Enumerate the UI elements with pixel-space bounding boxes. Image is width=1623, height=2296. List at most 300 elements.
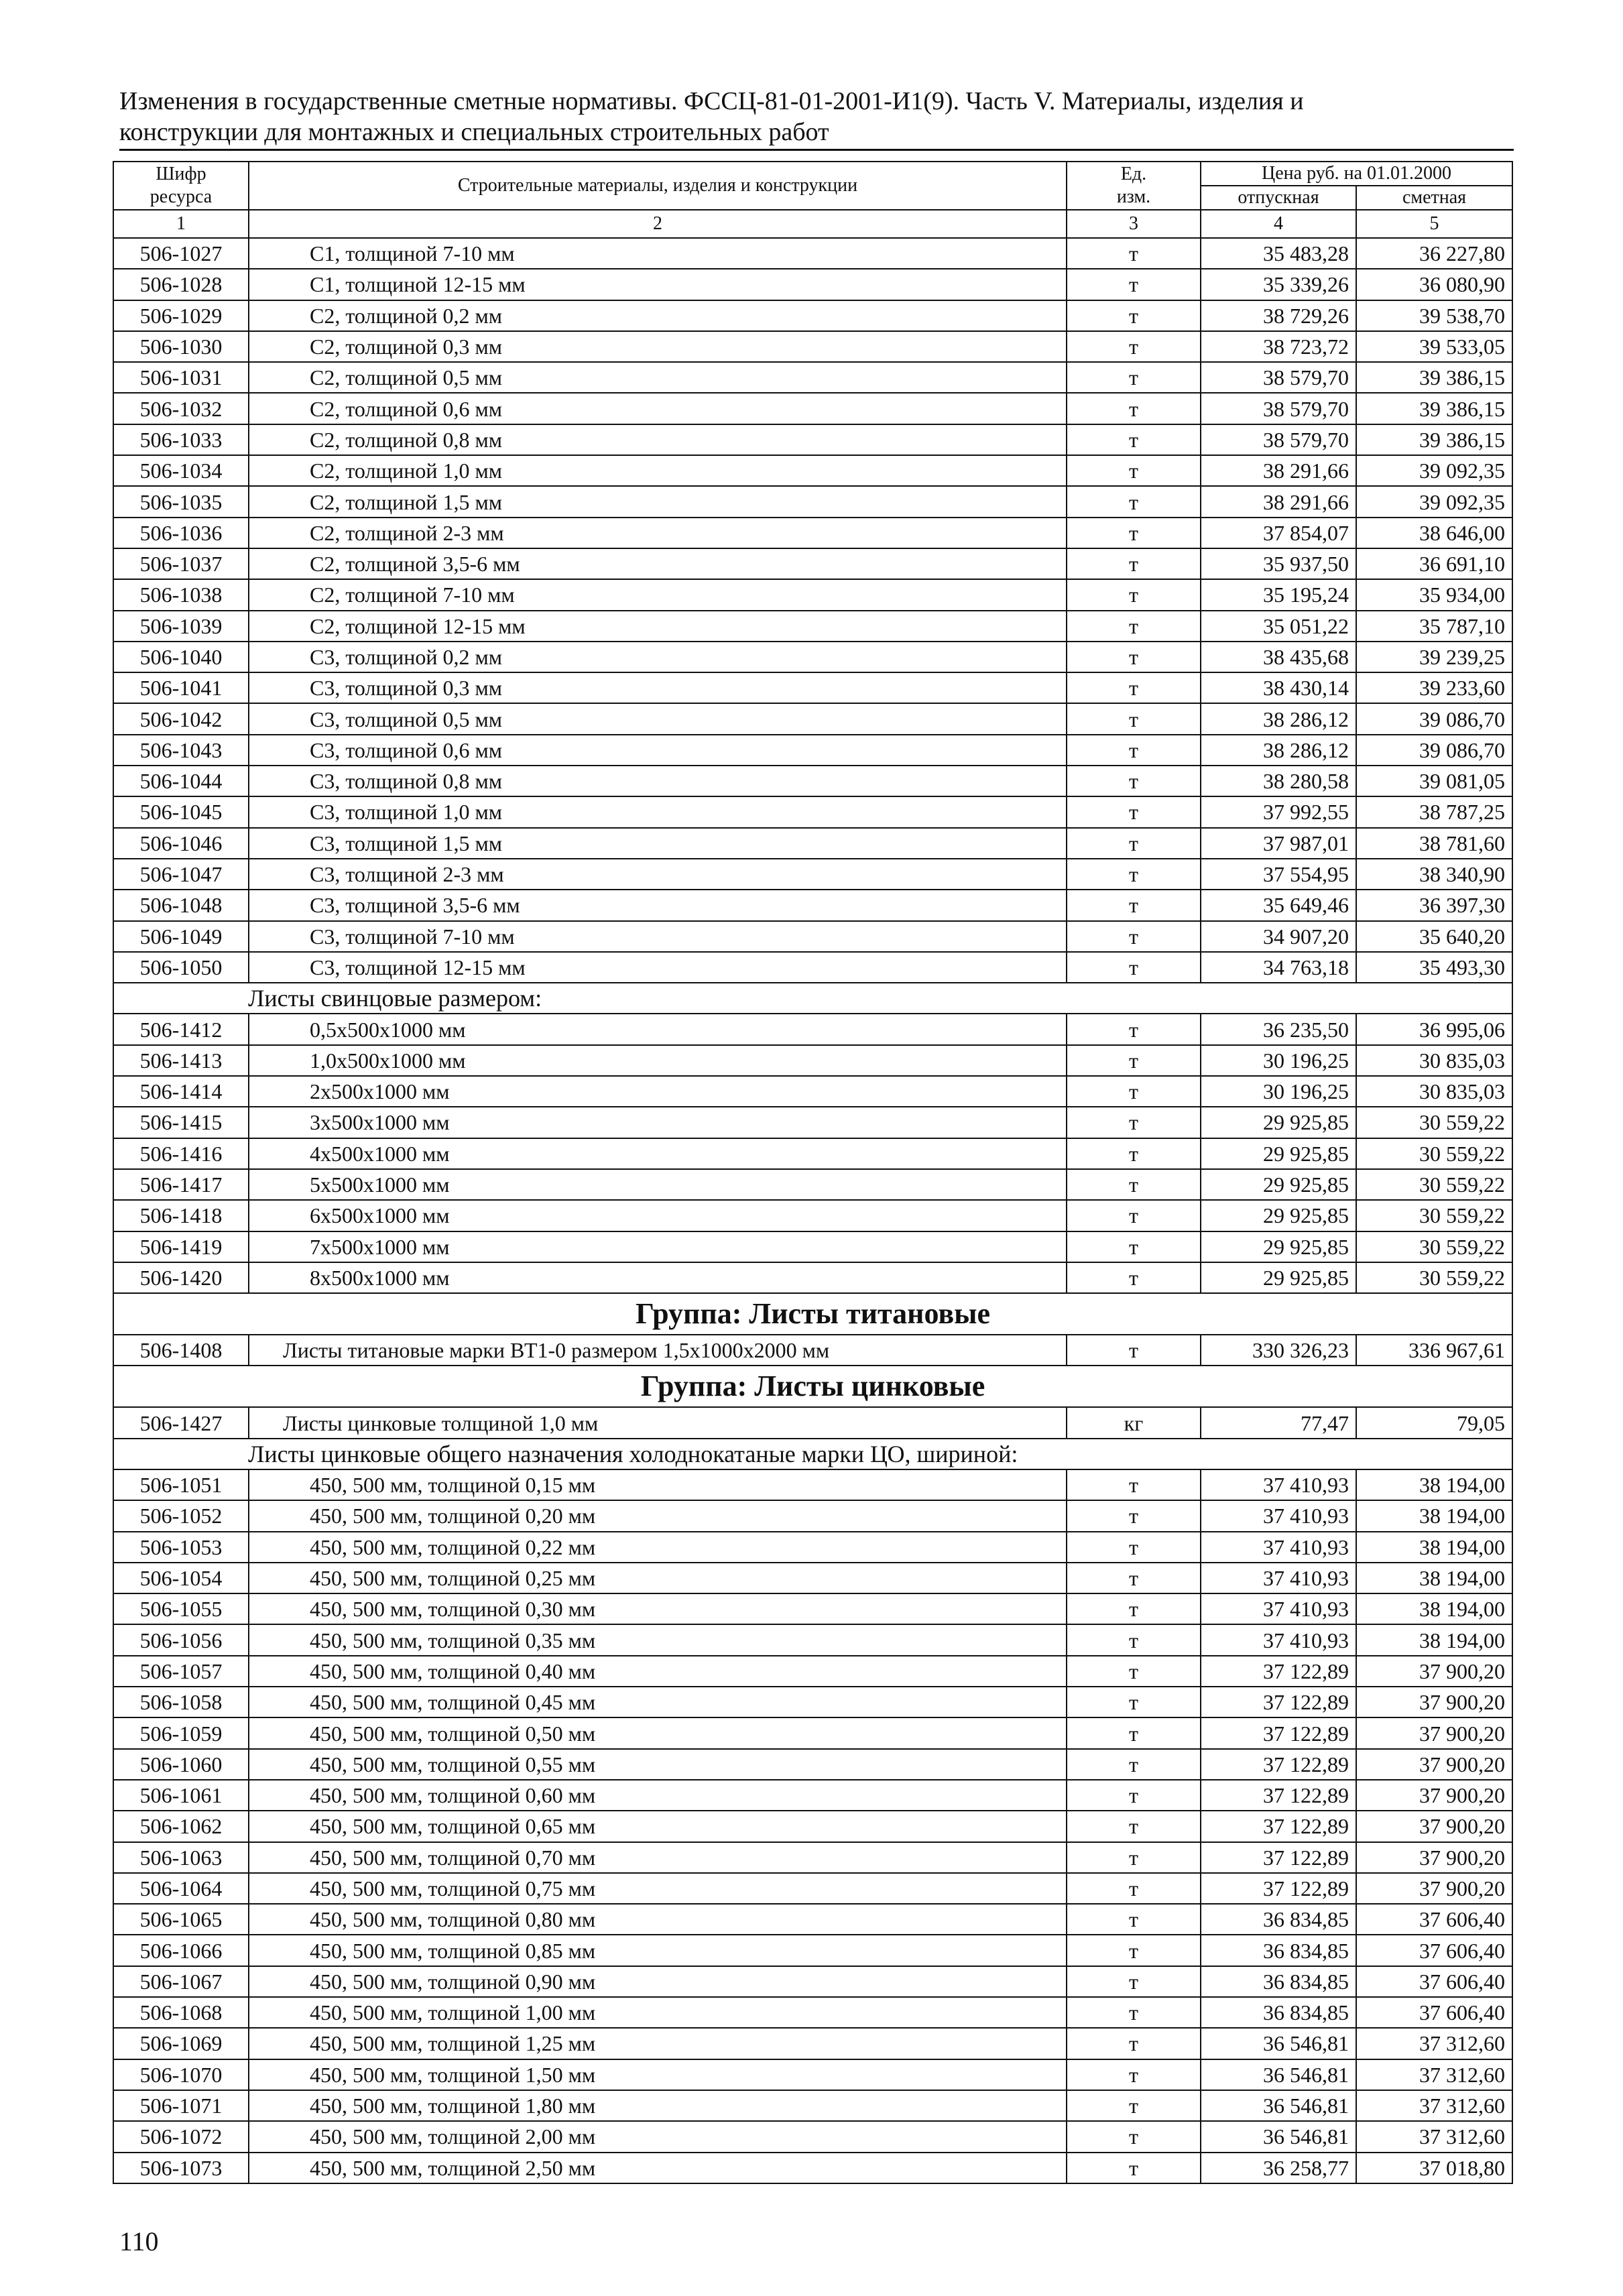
col-code-header: Шифр ресурса xyxy=(113,162,249,210)
price-sale: 37 122,89 xyxy=(1201,1749,1356,1780)
subheading-row xyxy=(113,1439,1512,1469)
price-sale: 38 729,26 xyxy=(1201,300,1356,331)
table-header xyxy=(113,162,1512,238)
price-sale: 30 196,25 xyxy=(1201,1076,1356,1107)
col-name-header: Строительные материалы, изделия и конструкции xyxy=(249,162,1067,210)
price-estimate: 37 018,80 xyxy=(1356,2153,1512,2183)
resource-code: 506-1415 xyxy=(113,1107,249,1138)
material-name: 0,5х500х1000 мм xyxy=(249,1014,1067,1044)
price-sale: 330 326,23 xyxy=(1201,1335,1356,1366)
price-sale: 38 723,72 xyxy=(1201,331,1356,362)
price-sale: 30 196,25 xyxy=(1201,1045,1356,1076)
material-name: 450, 500 мм, толщиной 0,85 мм xyxy=(249,1935,1067,1966)
material-name: С2, толщиной 0,3 мм xyxy=(249,331,1067,362)
material-name: С2, толщиной 2-3 мм xyxy=(249,518,1067,548)
unit-of-measure: т xyxy=(1067,269,1201,300)
unit-of-measure: т xyxy=(1067,1656,1201,1687)
price-sale: 37 992,55 xyxy=(1201,796,1356,827)
price-estimate: 36 227,80 xyxy=(1356,238,1512,269)
price-estimate: 79,05 xyxy=(1356,1407,1512,1438)
table-row xyxy=(113,362,1512,393)
resource-code: 506-1058 xyxy=(113,1687,249,1717)
resource-code: 506-1032 xyxy=(113,393,249,424)
material-name: С1, толщиной 7-10 мм xyxy=(249,238,1067,269)
price-sale: 36 546,81 xyxy=(1201,2121,1356,2152)
subheading: Листы свинцовые размером: xyxy=(113,983,1512,1014)
price-sale: 36 546,81 xyxy=(1201,2059,1356,2090)
price-estimate: 37 900,20 xyxy=(1356,1749,1512,1780)
price-estimate: 37 312,60 xyxy=(1356,2090,1512,2121)
resource-code: 506-1049 xyxy=(113,921,249,952)
price-estimate: 39 386,15 xyxy=(1356,362,1512,393)
unit-of-measure: т xyxy=(1067,735,1201,766)
price-estimate: 38 194,00 xyxy=(1356,1624,1512,1655)
col-number: 2 xyxy=(249,210,1067,238)
col-number: 1 xyxy=(113,210,249,238)
price-estimate: 37 606,40 xyxy=(1356,1935,1512,1966)
price-estimate: 39 533,05 xyxy=(1356,331,1512,362)
unit-of-measure: т xyxy=(1067,1532,1201,1563)
group-heading-row xyxy=(113,1366,1512,1407)
price-sale: 29 925,85 xyxy=(1201,1200,1356,1231)
table-row xyxy=(113,1656,1512,1687)
unit-of-measure: т xyxy=(1067,642,1201,672)
table-row xyxy=(113,1749,1512,1780)
price-estimate: 38 194,00 xyxy=(1356,1563,1512,1593)
resource-code: 506-1062 xyxy=(113,1811,249,1841)
price-estimate: 336 967,61 xyxy=(1356,1335,1512,1366)
unit-of-measure: т xyxy=(1067,393,1201,424)
price-estimate: 36 691,10 xyxy=(1356,548,1512,579)
table-row xyxy=(113,1780,1512,1811)
price-sale: 34 907,20 xyxy=(1201,921,1356,952)
unit-of-measure: т xyxy=(1067,2090,1201,2121)
unit-of-measure: т xyxy=(1067,1200,1201,1231)
material-name: 450, 500 мм, толщиной 0,30 мм xyxy=(249,1593,1067,1624)
table-row xyxy=(113,735,1512,766)
unit-of-measure: т xyxy=(1067,1717,1201,1748)
table-row xyxy=(113,859,1512,890)
table-row xyxy=(113,518,1512,548)
price-estimate: 30 559,22 xyxy=(1356,1107,1512,1138)
table-row xyxy=(113,2090,1512,2121)
material-name: С3, толщиной 12-15 мм xyxy=(249,952,1067,983)
resource-code: 506-1030 xyxy=(113,331,249,362)
resource-code: 506-1028 xyxy=(113,269,249,300)
table-row xyxy=(113,548,1512,579)
price-sale: 38 291,66 xyxy=(1201,486,1356,517)
unit-of-measure: т xyxy=(1067,238,1201,269)
resource-code: 506-1042 xyxy=(113,703,249,734)
unit-of-measure: т xyxy=(1067,2153,1201,2183)
resource-code: 506-1034 xyxy=(113,455,249,486)
resource-code: 506-1066 xyxy=(113,1935,249,1966)
table-row xyxy=(113,1842,1512,1873)
resource-code: 506-1059 xyxy=(113,1717,249,1748)
table-row xyxy=(113,890,1512,920)
unit-of-measure: т xyxy=(1067,890,1201,920)
header-rule xyxy=(119,149,1514,151)
price-estimate: 38 781,60 xyxy=(1356,828,1512,859)
material-name: 450, 500 мм, толщиной 0,40 мм xyxy=(249,1656,1067,1687)
table-row xyxy=(113,455,1512,486)
unit-of-measure: т xyxy=(1067,1687,1201,1717)
table-row xyxy=(113,269,1512,300)
material-name: Листы цинковые толщиной 1,0 мм xyxy=(249,1407,1067,1438)
resource-code: 506-1052 xyxy=(113,1500,249,1531)
unit-of-measure: т xyxy=(1067,1262,1201,1293)
price-sale: 37 410,93 xyxy=(1201,1469,1356,1500)
unit-of-measure: т xyxy=(1067,1873,1201,1904)
unit-of-measure: т xyxy=(1067,1138,1201,1169)
material-name: 1,0х500х1000 мм xyxy=(249,1045,1067,1076)
price-estimate: 35 934,00 xyxy=(1356,579,1512,610)
material-name: Листы титановые марки ВТ1-0 размером 1,5х1000х2000 мм xyxy=(249,1335,1067,1366)
material-name: 2х500х1000 мм xyxy=(249,1076,1067,1107)
price-estimate: 37 900,20 xyxy=(1356,1780,1512,1811)
price-sale: 37 410,93 xyxy=(1201,1593,1356,1624)
resource-code: 506-1064 xyxy=(113,1873,249,1904)
price-estimate: 39 092,35 xyxy=(1356,455,1512,486)
material-name: 450, 500 мм, толщиной 1,80 мм xyxy=(249,2090,1067,2121)
unit-of-measure: т xyxy=(1067,1014,1201,1044)
resource-code: 506-1055 xyxy=(113,1593,249,1624)
resource-code: 506-1041 xyxy=(113,672,249,703)
price-sale: 35 937,50 xyxy=(1201,548,1356,579)
resource-code: 506-1031 xyxy=(113,362,249,393)
unit-of-measure: т xyxy=(1067,424,1201,455)
price-estimate: 30 559,22 xyxy=(1356,1169,1512,1200)
price-estimate: 36 080,90 xyxy=(1356,269,1512,300)
material-name: С3, толщиной 0,3 мм xyxy=(249,672,1067,703)
price-sale: 29 925,85 xyxy=(1201,1138,1356,1169)
price-estimate: 37 900,20 xyxy=(1356,1656,1512,1687)
material-name: 8х500х1000 мм xyxy=(249,1262,1067,1293)
price-estimate: 35 787,10 xyxy=(1356,611,1512,642)
price-sale: 37 410,93 xyxy=(1201,1563,1356,1593)
price-estimate: 39 086,70 xyxy=(1356,703,1512,734)
column-numbers-row xyxy=(113,210,1512,238)
material-name: С2, толщиной 0,6 мм xyxy=(249,393,1067,424)
price-sale: 36 834,85 xyxy=(1201,1966,1356,1997)
price-estimate: 38 646,00 xyxy=(1356,518,1512,548)
resource-code: 506-1039 xyxy=(113,611,249,642)
resource-code: 506-1417 xyxy=(113,1169,249,1200)
material-name: С3, толщиной 1,0 мм xyxy=(249,796,1067,827)
price-estimate: 37 606,40 xyxy=(1356,1904,1512,1935)
col-price-header: Цена руб. на 01.01.2000 xyxy=(1201,162,1512,186)
resource-code: 506-1073 xyxy=(113,2153,249,2183)
material-name: С2, толщиной 7-10 мм xyxy=(249,579,1067,610)
table-row xyxy=(113,1563,1512,1593)
resource-code: 506-1068 xyxy=(113,1997,249,2028)
table-row xyxy=(113,2028,1512,2059)
resource-code: 506-1029 xyxy=(113,300,249,331)
resource-code: 506-1057 xyxy=(113,1656,249,1687)
price-sale: 37 122,89 xyxy=(1201,1717,1356,1748)
material-name: 450, 500 мм, толщиной 0,50 мм xyxy=(249,1717,1067,1748)
col-number: 5 xyxy=(1356,210,1512,238)
material-name: С1, толщиной 12-15 мм xyxy=(249,269,1067,300)
price-sale: 34 763,18 xyxy=(1201,952,1356,983)
table-row xyxy=(113,1687,1512,1717)
price-estimate: 39 086,70 xyxy=(1356,735,1512,766)
table-row xyxy=(113,1200,1512,1231)
price-sale: 35 483,28 xyxy=(1201,238,1356,269)
header-line-1: Изменения в государственные сметные нормативы. ФССЦ-81-01-2001-И1(9). Часть V. Материалы, изделия и xyxy=(119,87,1304,115)
price-sale: 29 925,85 xyxy=(1201,1169,1356,1200)
resource-code: 506-1053 xyxy=(113,1532,249,1563)
resource-code: 506-1048 xyxy=(113,890,249,920)
price-sale: 38 435,68 xyxy=(1201,642,1356,672)
table-row xyxy=(113,921,1512,952)
material-name: С3, толщиной 7-10 мм xyxy=(249,921,1067,952)
table-row xyxy=(113,1014,1512,1044)
resource-code: 506-1046 xyxy=(113,828,249,859)
unit-of-measure: т xyxy=(1067,611,1201,642)
price-sale: 38 579,70 xyxy=(1201,424,1356,455)
table-row xyxy=(113,1262,1512,1293)
material-name: 450, 500 мм, толщиной 0,15 мм xyxy=(249,1469,1067,1500)
price-sale: 37 122,89 xyxy=(1201,1842,1356,1873)
resource-code: 506-1037 xyxy=(113,548,249,579)
price-sale: 37 410,93 xyxy=(1201,1532,1356,1563)
unit-of-measure: т xyxy=(1067,1500,1201,1531)
table-row xyxy=(113,1904,1512,1935)
price-sale: 36 834,85 xyxy=(1201,1997,1356,2028)
col-number: 3 xyxy=(1067,210,1201,238)
table-row xyxy=(113,703,1512,734)
material-name: 450, 500 мм, толщиной 1,50 мм xyxy=(249,2059,1067,2090)
price-sale: 37 410,93 xyxy=(1201,1624,1356,1655)
table-row xyxy=(113,1500,1512,1531)
price-sale: 29 925,85 xyxy=(1201,1262,1356,1293)
resource-code: 506-1416 xyxy=(113,1138,249,1169)
table-row xyxy=(113,300,1512,331)
table-row xyxy=(113,1407,1512,1438)
unit-of-measure: т xyxy=(1067,548,1201,579)
material-name: 450, 500 мм, толщиной 0,65 мм xyxy=(249,1811,1067,1841)
price-sale: 38 286,12 xyxy=(1201,735,1356,766)
price-estimate: 37 900,20 xyxy=(1356,1842,1512,1873)
resource-code: 506-1050 xyxy=(113,952,249,983)
price-sale: 38 280,58 xyxy=(1201,766,1356,796)
resource-code: 506-1044 xyxy=(113,766,249,796)
price-estimate: 37 312,60 xyxy=(1356,2028,1512,2059)
resource-code: 506-1408 xyxy=(113,1335,249,1366)
unit-of-measure: т xyxy=(1067,796,1201,827)
price-estimate: 30 559,22 xyxy=(1356,1262,1512,1293)
price-estimate: 35 493,30 xyxy=(1356,952,1512,983)
price-sale: 36 834,85 xyxy=(1201,1904,1356,1935)
material-name: 450, 500 мм, толщиной 0,22 мм xyxy=(249,1532,1067,1563)
unit-of-measure: т xyxy=(1067,1624,1201,1655)
unit-of-measure: т xyxy=(1067,1842,1201,1873)
resource-code: 506-1035 xyxy=(113,486,249,517)
resource-code: 506-1065 xyxy=(113,1904,249,1935)
material-name: С2, толщиной 3,5-6 мм xyxy=(249,548,1067,579)
price-sale: 37 554,95 xyxy=(1201,859,1356,890)
price-sale: 38 286,12 xyxy=(1201,703,1356,734)
unit-of-measure: т xyxy=(1067,1593,1201,1624)
unit-of-measure: т xyxy=(1067,1749,1201,1780)
unit-of-measure: т xyxy=(1067,952,1201,983)
table-row xyxy=(113,1469,1512,1500)
price-estimate: 39 386,15 xyxy=(1356,424,1512,455)
price-estimate: 37 606,40 xyxy=(1356,1997,1512,2028)
price-estimate: 30 559,22 xyxy=(1356,1138,1512,1169)
price-estimate: 37 606,40 xyxy=(1356,1966,1512,1997)
table-row xyxy=(113,1997,1512,2028)
table-row xyxy=(113,1107,1512,1138)
price-sale: 35 195,24 xyxy=(1201,579,1356,610)
resource-code: 506-1070 xyxy=(113,2059,249,2090)
material-name: С2, толщиной 0,8 мм xyxy=(249,424,1067,455)
price-sale: 36 834,85 xyxy=(1201,1935,1356,1966)
document-header xyxy=(119,86,1514,147)
unit-of-measure: т xyxy=(1067,672,1201,703)
material-name: 450, 500 мм, толщиной 0,90 мм xyxy=(249,1966,1067,1997)
table-row xyxy=(113,796,1512,827)
resource-code: 506-1051 xyxy=(113,1469,249,1500)
material-name: С3, толщиной 1,5 мм xyxy=(249,828,1067,859)
resource-code: 506-1040 xyxy=(113,642,249,672)
group-heading: Группа: Листы цинковые xyxy=(113,1366,1512,1407)
unit-of-measure: кг xyxy=(1067,1407,1201,1438)
resource-code: 506-1060 xyxy=(113,1749,249,1780)
table-row xyxy=(113,1624,1512,1655)
table-row xyxy=(113,1076,1512,1107)
material-name: 4х500х1000 мм xyxy=(249,1138,1067,1169)
table-row xyxy=(113,1231,1512,1262)
unit-of-measure: т xyxy=(1067,1563,1201,1593)
material-name: 3х500х1000 мм xyxy=(249,1107,1067,1138)
table-row xyxy=(113,579,1512,610)
price-estimate: 38 340,90 xyxy=(1356,859,1512,890)
table-row xyxy=(113,1966,1512,1997)
resource-code: 506-1071 xyxy=(113,2090,249,2121)
resource-code: 506-1412 xyxy=(113,1014,249,1044)
material-name: 450, 500 мм, толщиной 0,80 мм xyxy=(249,1904,1067,1935)
table-row xyxy=(113,1045,1512,1076)
table-row xyxy=(113,1532,1512,1563)
price-estimate: 36 995,06 xyxy=(1356,1014,1512,1044)
price-sale: 36 546,81 xyxy=(1201,2090,1356,2121)
material-name: 5х500х1000 мм xyxy=(249,1169,1067,1200)
price-sale: 37 122,89 xyxy=(1201,1687,1356,1717)
resource-code: 506-1036 xyxy=(113,518,249,548)
table-row xyxy=(113,2153,1512,2183)
resource-code: 506-1414 xyxy=(113,1076,249,1107)
price-estimate: 39 081,05 xyxy=(1356,766,1512,796)
material-name: 450, 500 мм, толщиной 0,75 мм xyxy=(249,1873,1067,1904)
price-estimate: 30 835,03 xyxy=(1356,1045,1512,1076)
table-row xyxy=(113,1717,1512,1748)
material-name: 7х500х1000 мм xyxy=(249,1231,1067,1262)
price-estimate: 37 312,60 xyxy=(1356,2121,1512,2152)
material-name: С3, толщиной 2-3 мм xyxy=(249,859,1067,890)
price-sale: 36 235,50 xyxy=(1201,1014,1356,1044)
price-estimate: 30 559,22 xyxy=(1356,1200,1512,1231)
unit-of-measure: т xyxy=(1067,859,1201,890)
col-price-sale-header: отпускная xyxy=(1201,186,1356,210)
price-sale: 36 546,81 xyxy=(1201,2028,1356,2059)
header-line-2: конструкции для монтажных и специальных строительных работ xyxy=(119,118,829,146)
unit-of-measure: т xyxy=(1067,1935,1201,1966)
resource-code: 506-1419 xyxy=(113,1231,249,1262)
price-estimate: 39 092,35 xyxy=(1356,486,1512,517)
unit-of-measure: т xyxy=(1067,1966,1201,1997)
unit-of-measure: т xyxy=(1067,1780,1201,1811)
unit-of-measure: т xyxy=(1067,486,1201,517)
resource-code: 506-1056 xyxy=(113,1624,249,1655)
price-estimate: 39 233,60 xyxy=(1356,672,1512,703)
unit-of-measure: т xyxy=(1067,579,1201,610)
col-unit-header: Ед. изм. xyxy=(1067,162,1201,210)
resource-code: 506-1418 xyxy=(113,1200,249,1231)
table-row xyxy=(113,424,1512,455)
subheading-row xyxy=(113,983,1512,1014)
unit-of-measure: т xyxy=(1067,362,1201,393)
unit-of-measure: т xyxy=(1067,766,1201,796)
unit-of-measure: т xyxy=(1067,1904,1201,1935)
price-sale: 29 925,85 xyxy=(1201,1107,1356,1138)
price-sale: 38 579,70 xyxy=(1201,362,1356,393)
price-sale: 37 987,01 xyxy=(1201,828,1356,859)
unit-of-measure: т xyxy=(1067,1997,1201,2028)
resource-code: 506-1427 xyxy=(113,1407,249,1438)
material-name: С2, толщиной 0,5 мм xyxy=(249,362,1067,393)
subheading: Листы цинковые общего назначения холоднокатаные марки ЦО, шириной: xyxy=(113,1439,1512,1469)
material-name: С3, толщиной 0,6 мм xyxy=(249,735,1067,766)
table-row xyxy=(113,331,1512,362)
unit-of-measure: т xyxy=(1067,1335,1201,1366)
resource-code: 506-1054 xyxy=(113,1563,249,1593)
material-name: С3, толщиной 3,5-6 мм xyxy=(249,890,1067,920)
table-row xyxy=(113,611,1512,642)
price-estimate: 38 787,25 xyxy=(1356,796,1512,827)
price-estimate: 36 397,30 xyxy=(1356,890,1512,920)
price-sale: 36 258,77 xyxy=(1201,2153,1356,2183)
price-estimate: 30 835,03 xyxy=(1356,1076,1512,1107)
unit-of-measure: т xyxy=(1067,518,1201,548)
material-name: 450, 500 мм, толщиной 0,35 мм xyxy=(249,1624,1067,1655)
resource-code: 506-1072 xyxy=(113,2121,249,2152)
unit-of-measure: т xyxy=(1067,921,1201,952)
resource-code: 506-1027 xyxy=(113,238,249,269)
material-name: С3, толщиной 0,2 мм xyxy=(249,642,1067,672)
material-name: 450, 500 мм, толщиной 0,45 мм xyxy=(249,1687,1067,1717)
price-sale: 38 430,14 xyxy=(1201,672,1356,703)
material-name: 450, 500 мм, толщиной 0,70 мм xyxy=(249,1842,1067,1873)
table-row xyxy=(113,486,1512,517)
price-estimate: 37 900,20 xyxy=(1356,1717,1512,1748)
material-name: С2, толщиной 12-15 мм xyxy=(249,611,1067,642)
table-row xyxy=(113,1169,1512,1200)
table-row xyxy=(113,393,1512,424)
material-name: 6х500х1000 мм xyxy=(249,1200,1067,1231)
material-name: 450, 500 мм, толщиной 2,50 мм xyxy=(249,2153,1067,2183)
resource-code: 506-1413 xyxy=(113,1045,249,1076)
table-row xyxy=(113,1335,1512,1366)
unit-of-measure: т xyxy=(1067,2028,1201,2059)
col-price-estimate-header: сметная xyxy=(1356,186,1512,210)
price-sale: 38 579,70 xyxy=(1201,393,1356,424)
unit-of-measure: т xyxy=(1067,1045,1201,1076)
price-sale: 37 410,93 xyxy=(1201,1500,1356,1531)
material-name: С2, толщиной 1,0 мм xyxy=(249,455,1067,486)
table-row xyxy=(113,1138,1512,1169)
